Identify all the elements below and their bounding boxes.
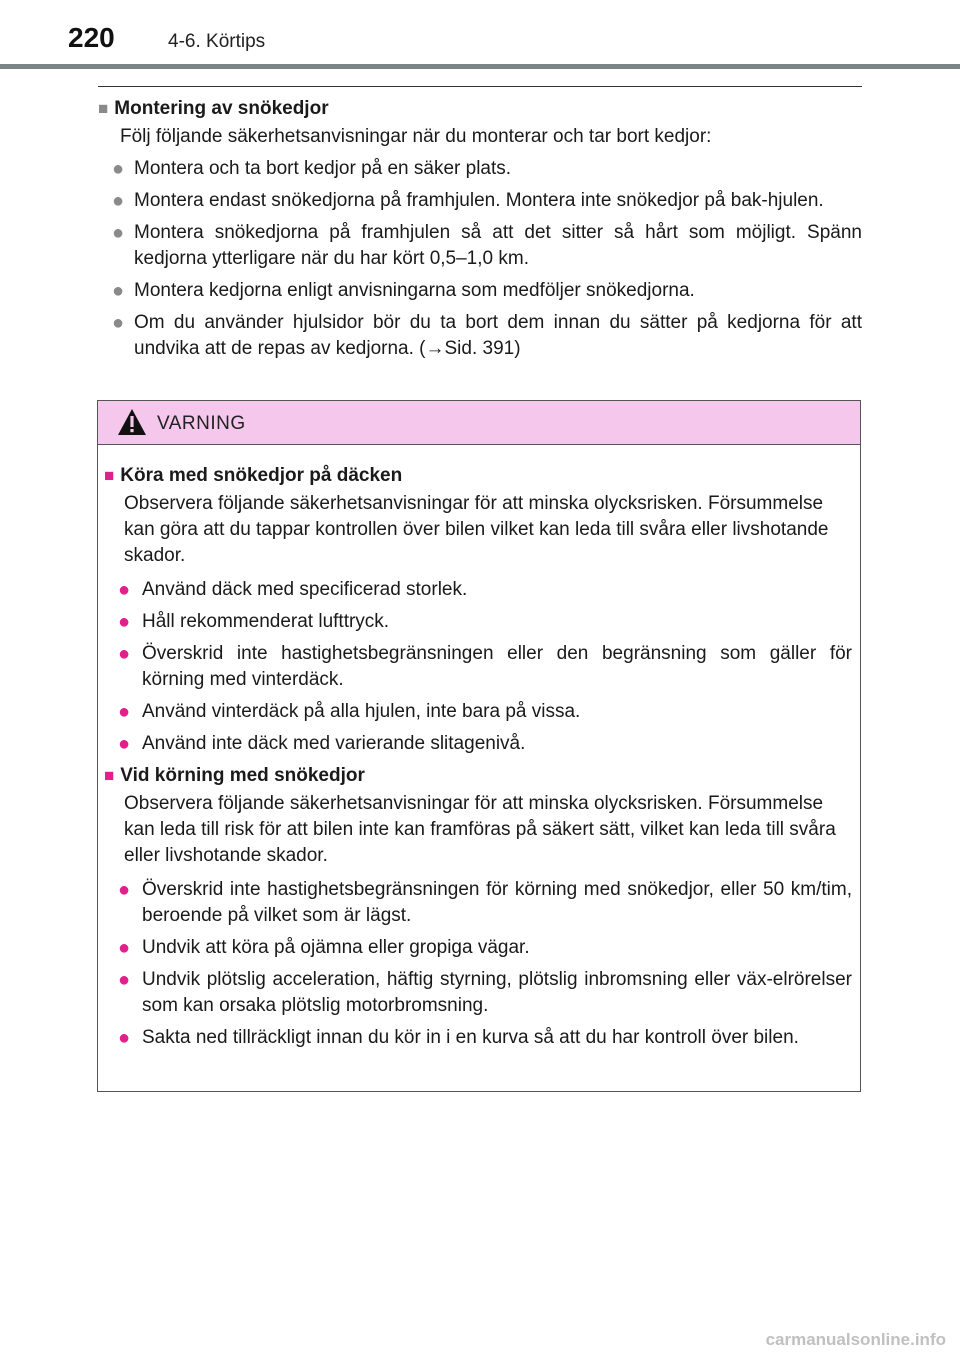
square-marker-icon: ■ <box>98 99 109 118</box>
page-header <box>0 0 960 70</box>
warning-section-text: Observera följande säkerhetsanvisningar för att minska olycksrisken. Försummelse kan leda till risk för att bilen inte kan framföras på säkert sätt, vilket kan leda till svåra eller livshotande skador. <box>124 793 836 866</box>
list-item <box>104 577 852 603</box>
intro-title: Montering av snökedjor <box>114 98 329 119</box>
warning-triangle-icon <box>117 408 147 436</box>
circle-bullet-icon: ● <box>118 579 131 601</box>
list-item-text: Använd däck med specificerad storlek. <box>142 579 468 600</box>
circle-bullet-icon: ● <box>118 969 131 991</box>
list-item <box>104 699 852 725</box>
intro-text: Följ följande säkerhetsanvisningar när du monterar och tar bort kedjor: <box>120 126 712 147</box>
circle-bullet-icon: ● <box>118 733 131 755</box>
circle-bullet-icon: ● <box>112 222 125 244</box>
warning-body <box>98 445 860 1051</box>
list-item <box>104 935 852 961</box>
list-item-text: Håll rekommenderat lufttryck. <box>142 611 390 632</box>
list-item <box>98 220 862 272</box>
list-item <box>104 641 852 693</box>
warning-label: VARNING <box>157 413 246 434</box>
warning-header <box>98 401 860 445</box>
warning-box <box>97 400 861 1092</box>
list-item-text: Montera snökedjorna på framhjulen så att det sitter så hårt som möjligt. Spänn kedjorna ytterligare när du har kört 0,5–1,0 km. <box>134 222 862 269</box>
circle-bullet-icon: ● <box>112 312 125 334</box>
circle-bullet-icon: ● <box>118 879 131 901</box>
circle-bullet-icon: ● <box>112 158 125 180</box>
circle-bullet-icon: ● <box>118 701 131 723</box>
list-item <box>104 731 852 757</box>
warning-section-title: Köra med snökedjor på däcken <box>120 465 403 486</box>
list-item <box>104 877 852 929</box>
intro-list <box>98 156 862 362</box>
circle-bullet-icon: ● <box>118 611 131 633</box>
circle-bullet-icon: ● <box>112 190 125 212</box>
circle-bullet-icon: ● <box>118 1027 131 1049</box>
list-item <box>104 967 852 1019</box>
intro-block <box>98 96 862 368</box>
list-item <box>98 278 862 304</box>
list-item-text: Montera och ta bort kedjor på en säker plats. <box>134 158 512 179</box>
list-item <box>98 188 862 214</box>
header-rule <box>0 64 960 69</box>
list-item <box>104 609 852 635</box>
square-marker-icon: ■ <box>104 466 115 485</box>
circle-bullet-icon: ● <box>112 280 125 302</box>
list-item-text: Överskrid inte hastighetsbegränsningen eller den begränsning som gäller för körning med vinterdäck. <box>142 643 852 690</box>
list-item-text: Sakta ned tillräckligt innan du kör in i en kurva så att du har kontroll över bilen. <box>142 1027 799 1048</box>
warning-section-title-row <box>104 763 852 789</box>
list-item-text: Montera endast snökedjorna på framhjulen. Montera inte snökedjor på bak-hjulen. <box>134 190 824 211</box>
square-marker-icon: ■ <box>104 766 115 785</box>
list-item-text: Undvik att köra på ojämna eller gropiga vägar. <box>142 937 530 958</box>
list-item-text: Montera kedjorna enligt anvisningarna som medföljer snökedjorna. <box>134 280 695 301</box>
list-item-text: Använd vinterdäck på alla hjulen, inte bara på vissa. <box>142 701 581 722</box>
warning-section-title-row <box>104 463 852 489</box>
divider <box>98 86 862 87</box>
warning-section-title: Vid körning med snökedjor <box>120 765 365 786</box>
list-item <box>104 1025 852 1051</box>
circle-bullet-icon: ● <box>118 937 131 959</box>
list-item-text: Undvik plötslig acceleration, häftig styrning, plötslig inbromsning eller väx-elrörelser som kan orsaka plötslig motorbromsning. <box>142 969 852 1016</box>
warning-list <box>104 577 852 757</box>
intro-title-row <box>98 96 862 122</box>
list-item-text: Överskrid inte hastighetsbegränsningen för körning med snökedjor, eller 50 km/tim, beroende på vilket som är lägst. <box>142 879 852 926</box>
list-item <box>98 310 862 362</box>
warning-section <box>104 463 852 757</box>
circle-bullet-icon: ● <box>118 643 131 665</box>
page-number: 220 <box>68 22 115 53</box>
section-label: 4-6. Körtips <box>168 31 266 52</box>
warning-list <box>104 877 852 1051</box>
warning-section-text: Observera följande säkerhetsanvisningar för att minska olycksrisken. Försummelse kan göra att du tappar kontrollen över bilen vilket kan leda till svåra eller livshotande skador. <box>124 493 829 566</box>
watermark: carmanualsonline.info <box>765 1330 946 1349</box>
list-item-text: Använd inte däck med varierande slitagenivå. <box>142 733 526 754</box>
list-item-text: Om du använder hjulsidor bör du ta bort dem innan du sätter på kedjorna för att undvika att de repas av kedjorna. (→Sid. 391) <box>134 312 862 359</box>
warning-section <box>104 763 852 1051</box>
list-item <box>98 156 862 182</box>
